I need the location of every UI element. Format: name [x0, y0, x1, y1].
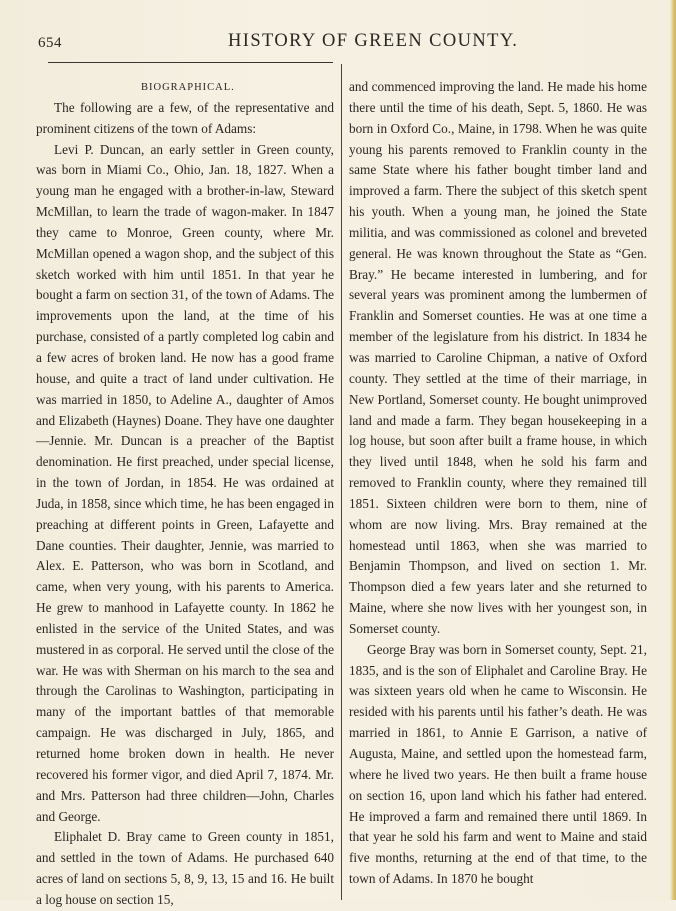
section-heading: BIOGRAPHICAL. [141, 82, 235, 93]
paragraph-duncan: Levi P. Duncan, an early settler in Green county, was born in Miami Co., Ohio, Jan. 18, 1827. When a young man he engaged with a brother-in-law, Steward McMillan, to learn the trade of wagon-maker. In 1847 they came to Monroe, Green county, where Mr. McMillan opened a wagon shop, and the subject of this sketch worked with him until 1851. In that year he bought a farm on section 31, of the town of Adams. The improvements upon the land, at the time of his purchase, consisted of a partly completed log cabin and a few acres of broken land. He now has a good frame house, and quite a tract of land under cultivation. He was married in 1850, to Adeline A., daughter of Amos and Elizabeth (Haynes) Doane. They have one daughter—Jennie. Mr. Duncan is a preacher of the Baptist denomination. He first preached, under special license, in the town of Jordan, in 1854. He was ordained at Juda, in 1858, since which time, he has been engaged in preaching at different points in Green, Lafayette and Dane counties. Their daughter, Jennie, was married to Alex. E. Patterson, who was born in Scotland, and came, when very young, with his parents to America. He grew to manhood in Lafayette county. In 1862 he enlisted in the service of the United States, and was mustered in as corporal. He served until the close of the war. He was with Sherman on his march to the sea and through the Carolinas to Washington, participating in many of the important battles of that memorable campaign. He was discharged in July, 1865, and returned home broken down in health. He never recovered his former vigor, and died April 7, 1874. Mr. and Mrs. Patterson had three children—John, Charles and George. [36, 141, 334, 824]
page-edge-tint [670, 0, 676, 900]
paragraph-george-bray: George Bray was born in Somerset county, Sept. 21, 1835, and is the son of Eliphalet and Caroline Bray. He was sixteen years old when he came to Wisconsin. He resided with his parents until his father’s death. He was married in 1861, to Annie E Garrison, a native of Augusta, Maine, and settled upon the homestead farm, where he lived two years. He then built a frame house on section 16, upon land which his father had entered. He improved a farm and remained there until 1869. In that year he sold his farm and went to Maine and staid five months, returning at the end of that time, to the town of Adams. In 1870 he bought [349, 641, 647, 887]
running-title: HISTORY OF GREEN COUNTY. [228, 31, 519, 51]
left-column [36, 77, 334, 911]
paragraph-intro: The following are a few, of the representative and prominent citizens of the town of Adams: [36, 99, 334, 136]
paragraph-eliphalet-bray-continued: and commenced improving the land. He made his home there until the time of his death, Sept. 5, 1860. He was born in Oxford Co., Maine, in 1798. When he was quite young his parents removed to Franklin county in the same State where his father bought timber land and improved a farm. There the subject of this sketch spent his youth. When a young man, he joined the State militia, and was commissioned as colonel and breveted general. He was known throughout the State as “Gen. Bray.” He became interested in lumbering, and for several years was prominent among the lumbermen of Franklin and Somerset counties. He was at one time a member of the legislature from his district. In 1834 he was married to Caroline Chipman, a native of Oxford county. They settled at the time of their marriage, in New Portland, Somerset county. He bought unimproved land and made a farm. They began housekeeping in a log house, but soon after built a frame house, in which they lived until 1848, when he sold his farm and removed to Franklin county, where they remained till 1851. Sixteen children were born to them, nine of whom are now living. Mrs. Bray remained at the homestead until 1863, when she was married to Benjamin Thompson, and lived on section 1. Mr. Thompson died a few years later and she returned to Maine, where she now lives with her youngest son, in Somerset county. [349, 79, 647, 636]
column-divider [341, 64, 342, 900]
right-column [349, 77, 647, 890]
page-number: 654 [38, 35, 62, 51]
paragraph-eliphalet-bray: Eliphalet D. Bray came to Green county in 1851, and settled in the town of Adams. He purchased 640 acres of land on sections 5, 8, 9, 13, 15 and 16. He built a log house on section 15, [36, 829, 334, 907]
running-header [0, 31, 676, 53]
header-rule [48, 62, 333, 63]
